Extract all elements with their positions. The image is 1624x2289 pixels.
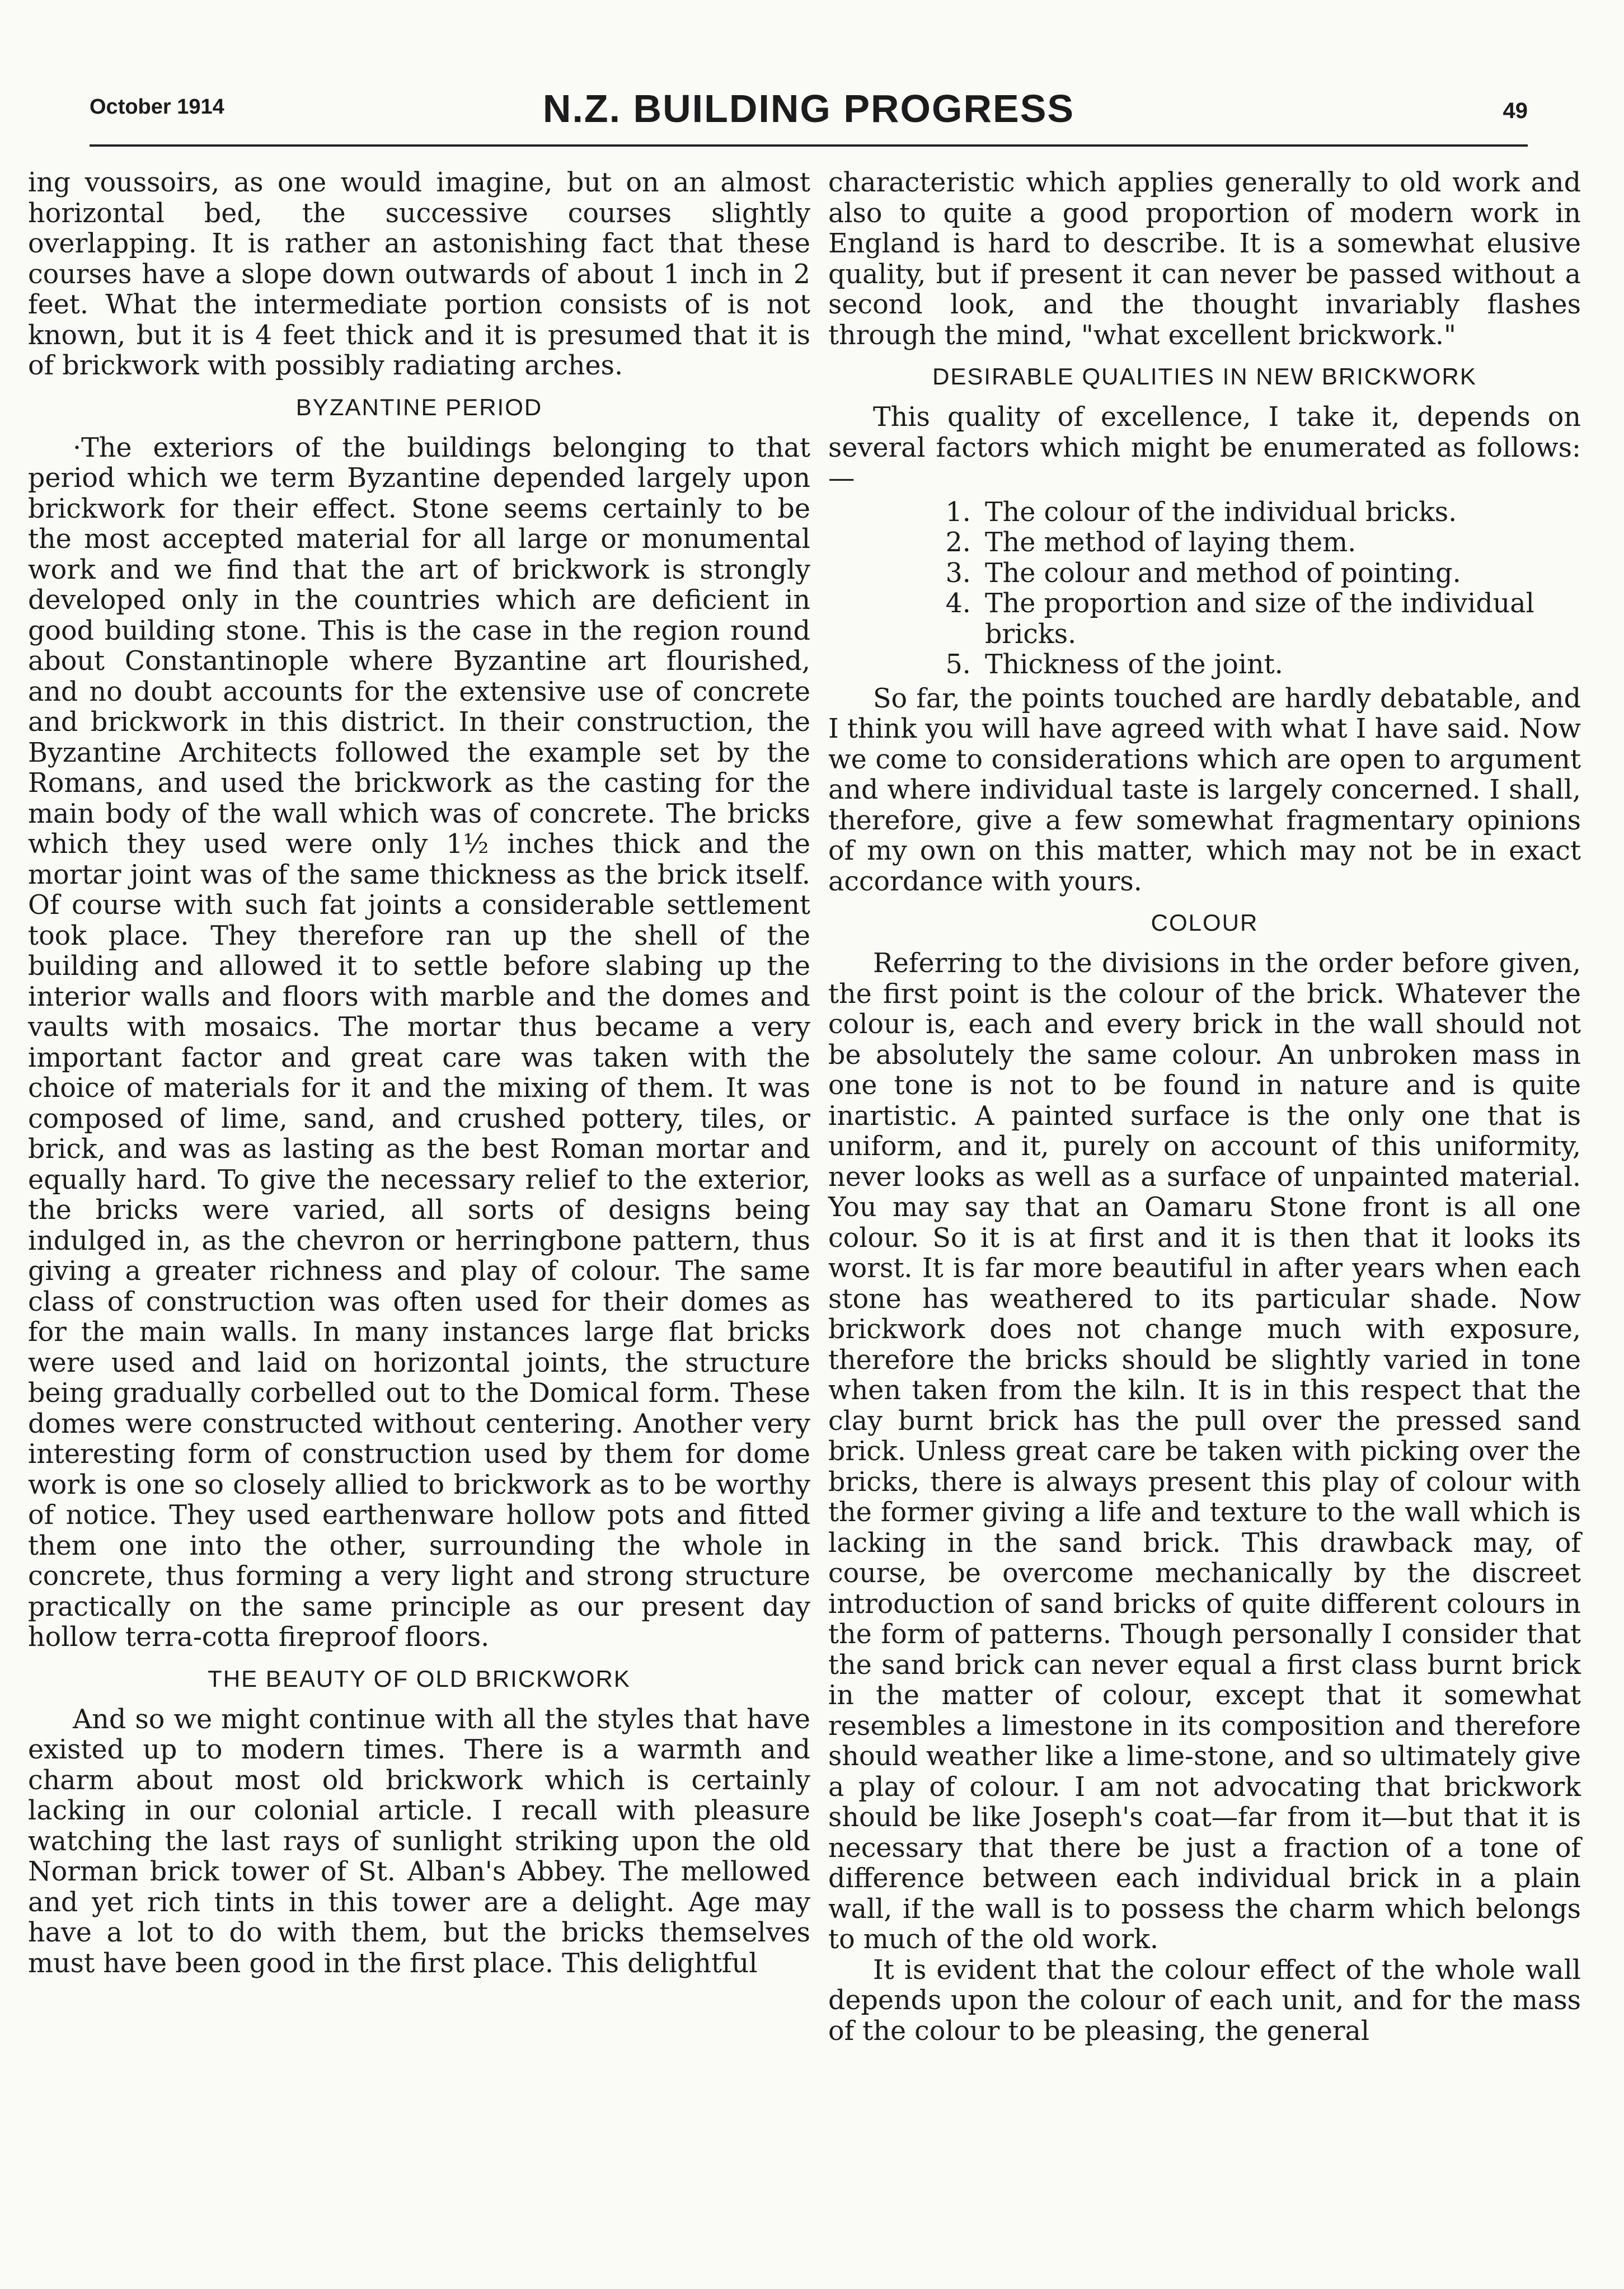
heading-byzantine-period: BYZANTINE PERIOD [295, 393, 543, 420]
right-column [828, 168, 1581, 2047]
issue-date: October 1914 [90, 95, 224, 119]
paragraph-desirable-after: So far, the points touched are hardly debatable, and I think you will have agreed with what I have said. Now we come to considerations which are open to argument and where individual taste is largely concerned. I shall, therefore, give a few somewhat fragmentary opinions of my own on this matter, which may not be in exact accordance with yours. [828, 683, 1581, 897]
left-column [28, 168, 810, 1979]
list-item: 4. The proportion and size of the individual bricks. [979, 589, 1581, 650]
list-item: 5. Thickness of the joint. [979, 650, 1581, 681]
page-number: 49 [1503, 98, 1528, 123]
paragraph-colour-1: Referring to the divisions in the order before given, the first point is the colour of the brick. Whatever the colour is, each and every brick in the wall should not be absolutely the same colour. An unbroken mass in one tone is not to be found in nature and is quite inartistic. A painted surface is the only one that is uniform, and it, purely on account of this uniformity, never looks as well as a surface of unpainted material. You may say that an Oamaru Stone front is all one colour. So it is at first and it is then that it looks its worst. It is far more beautiful in after years when each stone has weathered to its particular shade. Now brickwork does not change much with exposure, therefore the bricks should be slightly varied in tone when taken from the kiln. It is in this respect that the clay burnt brick has the pull over the pressed sand brick. Unless great care be taken with picking over the bricks, there is always present this play of colour with the former giving a life and texture to the wall which is lacking in the sand brick. This drawback may, of course, be overcome mechanically by the discreet introduction of sand bricks of quite different colours in the form of patterns. Though personally I consider that the sand brick can never equal a first class burnt brick in the matter of colour, except that it somewhat resembles a limestone in its composition and therefore should weather like a lime-stone, and so ultimately give a play of colour. I am not advocating that brickwork should be like Joseph's coat—far from it—but that it is necessary that there be just a fraction of a tone of difference between each individual brick in a plain wall, if the wall is to possess the charm which belongs to much of the old work. [828, 948, 1581, 1955]
paragraph-colour-2: It is evident that the colour effect of the whole wall depends upon the colour of each unit, and for the mass of the colour to be pleasing, the general [828, 1954, 1581, 2047]
list-item: 2. The method of laying them. [979, 528, 1581, 559]
paragraph-beauty: And so we might continue with all the styles that have existed up to modern times. There is a warmth and charm about most old brickwork which is certainly lacking in our colonial article. I recall with pleasure watching the last rays of sunlight striking upon the old Norman brick tower of St. Alban's Abbey. The mellowed and yet rich tints in this tower are a delight. Age may have a lot to do with them, but the bricks themselves must have been good in the first place. This delightful [28, 1704, 810, 1979]
paragraph-intro: ing voussoirs, as one would imagine, but on an almost horizontal bed, the successive courses slightly overlapping. It is rather an astonishing fact that these courses have a slope down outwards of about 1 inch in 2 feet. What the intermediate portion consists of is not known, but it is 4 feet thick and it is presumed that it is of brickwork with possibly radiating arches. [28, 167, 810, 381]
paragraph-desirable-intro: This quality of excellence, I take it, depends on several factors which might be enumerated as follows:— [828, 402, 1581, 494]
heading-desirable-qualities: DESIRABLE QUALITIES IN NEW BRICKWORK [932, 363, 1477, 390]
paragraph-byzantine: ·The exteriors of the buildings belonging to that period which we term Byzantine depended largely upon brickwork for their effect. Stone seems certainly to be the most accepted material for all large or monumental work and we find that the art of brickwork is strongly developed only in the countries which are deficient in good building stone. This is the case in the region round about Constantinople where Byzantine art flourished, and no doubt accounts for the extensive use of concrete and brickwork in this district. In their construction, the Byzantine Architects followed the example set by the Romans, and used the brickwork as the casting for the main body of the wall which was of concrete. The bricks which they used were only 1½ inches thick and the mortar joint was of the same thickness as the brick itself. Of course with such fat joints a considerable settlement took place. They therefore ran up the shell of the building and allowed it to settle before slabing up the interior walls and floors with marble and the domes and vaults with mosaics. The mortar thus became a very important factor and great care was taken with the choice of materials for it and the mixing of them. It was composed of lime, sand, and crushed pottery, tiles, or brick, and was as lasting as the best Roman mortar and equally hard. To give the necessary relief to the exterior, the bricks were varied, all sorts of designs being indulged in, as the chevron or herringbone pattern, thus giving a greater richness and play of colour. The same class of construction was often used for their domes as for the main walls. In many instances large flat bricks were used and laid on horizontal joints, the structure being gradually corbelled out to the Domical form. These domes were constructed without centering. Another very interesting form of construction used by them for dome work is one so closely allied to brickwork as to be worthy of notice. They used earthenware hollow pots and fitted them one into the other, surrounding the whole in concrete, thus forming a very light and strong structure practically on the same principle as our present day hollow terra-cotta fireproof floors. [28, 432, 810, 1653]
page-header [90, 87, 1528, 147]
journal-title: N.Z. BUILDING PROGRESS [542, 87, 1075, 130]
heading-colour: COLOUR [1151, 909, 1259, 936]
list-item: 1. The colour of the individual bricks. [979, 498, 1581, 528]
heading-beauty-of-old-brickwork: THE BEAUTY OF OLD BRICKWORK [208, 1665, 631, 1692]
paragraph-continuation: characteristic which applies generally to old work and also to quite a good proportion of modern work in England is hard to describe. It is a somewhat elusive quality, but if present it can never be passed without a second look, and the thought invariably flashes through the mind, "what excellent brickwork." [828, 167, 1581, 351]
list-item: 3. The colour and method of pointing. [979, 559, 1581, 589]
factors-list [828, 498, 1581, 681]
